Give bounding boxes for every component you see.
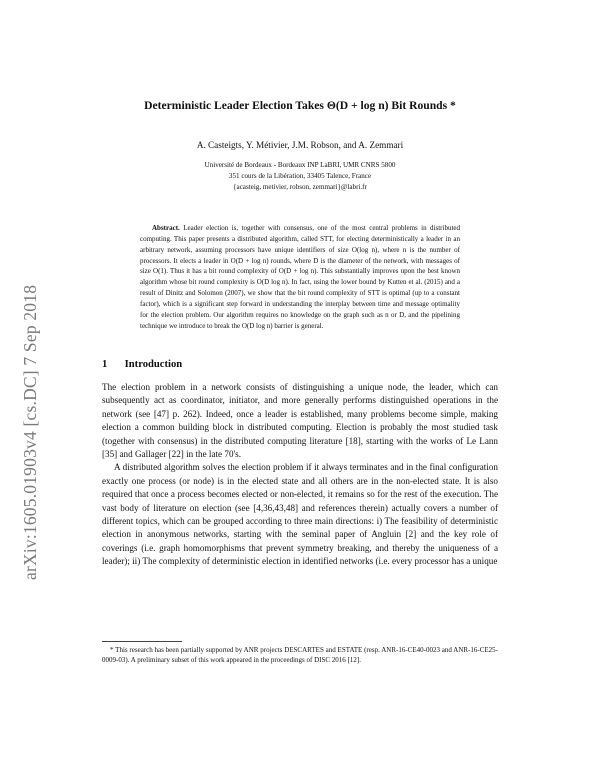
affiliation-block xyxy=(0,160,600,193)
footnote-rule xyxy=(102,641,182,642)
affiliation-line: Université de Bordeaux - Bordeaux INP LaBRI, UMR CNRS 5800 xyxy=(204,161,396,169)
affiliation-line: 351 cours de la Libération, 33405 Talence, France xyxy=(228,172,372,180)
author-list: A. Casteigts, Y. Métivier, J.M. Robson, and A. Zemmari xyxy=(196,140,404,150)
section-number: 1 xyxy=(102,359,108,370)
section-title: Introduction xyxy=(124,359,183,370)
affiliation-email: {acasteig, metivier, robson, zemmari}@labri.fr xyxy=(233,183,367,191)
paragraph: The election problem in a network consists of distinguishing a unique node, the leader, which can subsequently act as coordinator, initiator, and more generally performs distinguished operations in the network (see [47] p. 262). Indeed, once a leader is established, many problems become simple, making election a common building block in distributed computing. Election is probably the most studied task (together with consensus) in the distributed computing literature [18], starting with the works of Le Lann [35] and Gallager [22] in the late 70's. xyxy=(102,382,498,460)
introduction-body xyxy=(102,381,498,569)
paragraph: A distributed algorithm solves the election problem if it always terminates and in the final configuration exactly one process (or node) is in the elected state and all others are in the non-elected state. It is also required that once a process becomes elected or non-elected, it remains so for the rest of the execution. The vast body of literature on election (see [4,36,43,48] and references therein) actually covers a number of different topics, which can be grouped according to three main directions: i) The feasibility of deterministic election in anonymous networks, starting with the seminal paper of Angluin [2] and the key role of coverings (i.e. graph homomorphisms that prevent symmetry breaking, and thereby the uniqueness of a leader); ii) The complexity of deterministic election in identified networks (i.e. every processor has a unique xyxy=(102,462,498,567)
section-heading xyxy=(102,359,502,370)
footnote: * This research has been partially supported by ANR projects DESCARTES and ESTATE (resp. ANR-16-CE40-0023 and ANR-16-CE25-0009-03). A preliminary subset of this work appeared in the proceedings of DISC 2016 [12]. xyxy=(102,646,498,665)
paper-title: Deterministic Leader Election Takes Θ(D + log n) Bit Rounds * xyxy=(144,99,456,112)
arxiv-identifier: arXiv:1605.01903v4 [cs.DC] 7 Sep 2018 xyxy=(20,284,40,580)
abstract-text: Leader election is, together with consensus, one of the most central problems in distributed computing. This paper presents a distributed algorithm, called STT, for electing deterministically a leader in an arbitrary network, assuming processors have unique identifiers of size O(log n), where n is the number of processors. It elects a leader in O(D + log n) rounds, where D is the diameter of the network, with messages of size O(1). Thus it has a bit round complexity of O(D + log n). This substantially improves upon the best known algorithm whose bit round complexity is O(D log n). In fact, using the lower bound by Kutten et al. (2015) and a result of Dinitz and Solomon (2007), we show that the bit round complexity of STT is optimal (up to a constant factor), which is a significant step forward in understanding the interplay between time and message optimality for the election problem. Our algorithm requires no knowledge on the graph such as n or D, and the pipelining technique we introduce to break the O(D log n) barrier is general. xyxy=(140,224,460,330)
abstract-label: Abstract. xyxy=(152,224,180,232)
abstract xyxy=(140,223,460,331)
